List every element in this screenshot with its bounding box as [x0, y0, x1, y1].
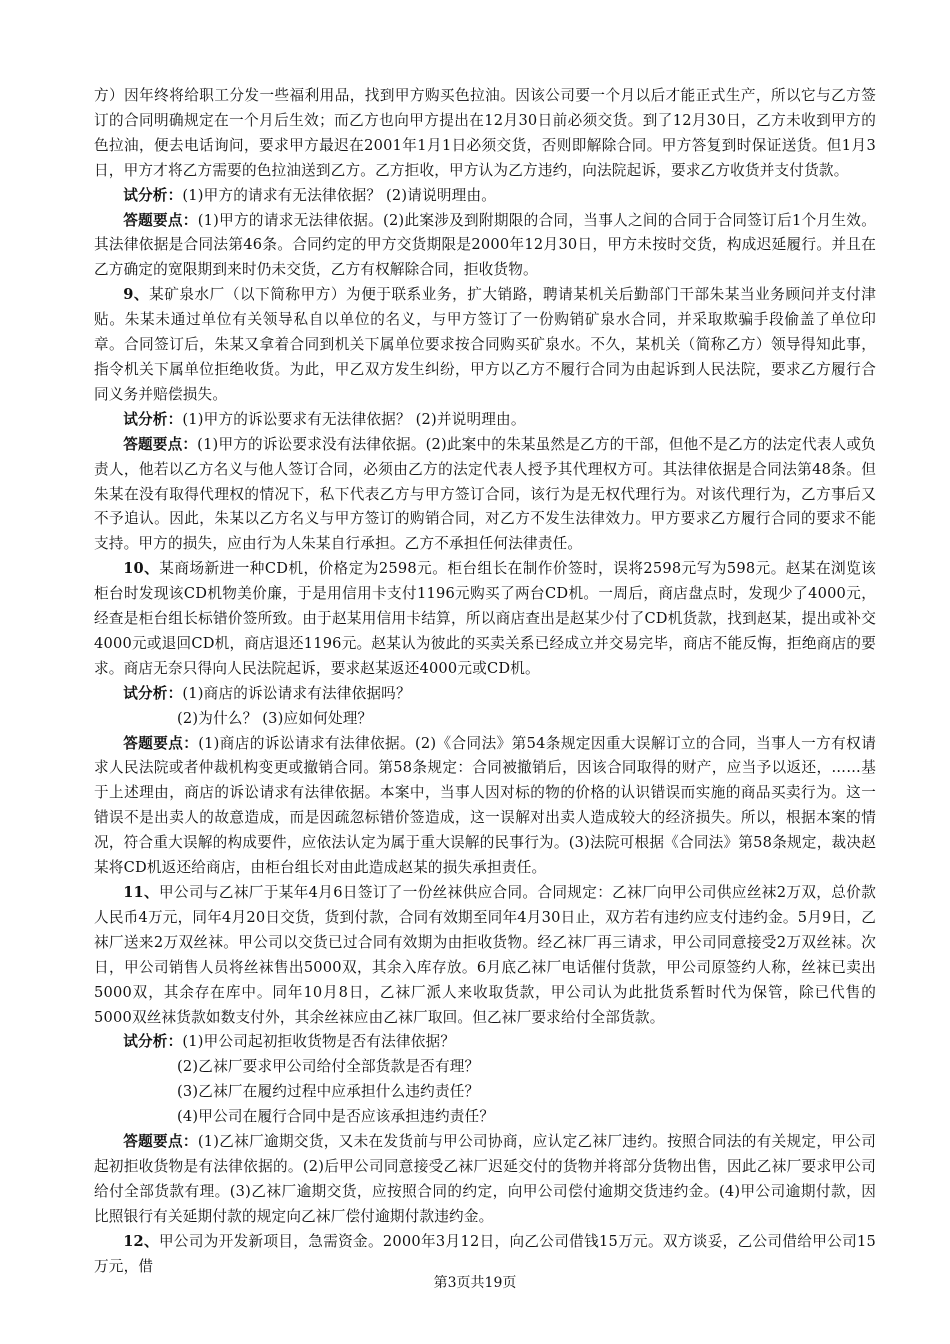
question-text: (1)甲方的诉讼要求有无法律依据？ (2)并说明理由。 — [182, 410, 526, 428]
case-11-question — [94, 1030, 876, 1055]
answer-label: 答题要点： — [123, 734, 199, 752]
case-10 — [94, 557, 876, 682]
answer-label: 答题要点： — [123, 1133, 198, 1151]
case-8-question — [94, 184, 876, 209]
case-8-text: 方）因年终将给职工分发一些福利用品，找到甲方购买色拉油。因该公司要一个月以后才能正式生产，所以它与乙方签订的合同明确规定在一个月后生效；而乙方也向甲方提出在12月30日前必须交货。到了12月30日，乙方未收到甲方的色拉油，便去电话询问，要求甲方最迟在2001年1月1日必须交货，否则即解除合同。甲方答复到时保证送货。但1月3日，甲方才将乙方需要的色拉油送到乙方。乙方拒收，甲方认为乙方违约，向法院起诉，要求乙方收货并支付货款。 — [94, 87, 876, 179]
answer-text: (1)甲方的诉讼要求没有法律依据。(2)此案中的朱某虽然是乙方的干部，但他不是乙方的法定代表人或负责人，他若以乙方名义与他人签订合同，必须由乙方的法定代表人授予其代理权方可。其法律依据是合同法第48条。但朱某在没有取得代理权的情况下，私下代表乙方与甲方签订合同，该行为是无权代理行为。对该代理行为，乙方事后又不予追认。因此，朱某以乙方名义与甲方签订的购销合同，对乙方不发生法律效力。甲方要求乙方履行合同的要求不能支持。甲方的损失，应由行为人朱某自行承担。乙方不承担任何法律责任。 — [94, 435, 876, 553]
page-content — [94, 84, 876, 1280]
case-8-continued — [94, 84, 876, 184]
question-label: 试分析： — [123, 186, 183, 204]
case-11-question-sub-3: (3)乙袜厂在履约过程中应承担什么违约责任？ — [177, 1083, 480, 1101]
case-text: 某商场新进一种CD机，价格定为2598元。柜台组长在制作价签时，误将2598元写为598元。赵某在浏览该柜台时发现该CD机物美价廉，于是用信用卡支付1196元购买了两台CD机。一周后，商店盘点时，发现少了4000元，经查是柜台组长标错价签所致。由于赵某用信用卡结算，所以商店查出是赵某少付了CD机货款，找到赵某，提出或补交4000元或退回CD机，商店退还1196元。赵某认为彼此的买卖关系已经成立并交易完毕，商店不能反悔，拒绝商店的要求。商店无奈只得向人民法院起诉，要求赵某返还4000元或CD机。 — [94, 560, 876, 677]
case-10-question — [94, 682, 876, 707]
case-11 — [94, 881, 876, 1030]
page-number-footer: 第3页共19页 — [433, 1275, 517, 1291]
case-10-question-sub: (2)为什么？ (3)应如何处理？ — [177, 709, 373, 727]
question-label: 试分析： — [123, 1033, 183, 1051]
question-text: (1)甲公司起初拒收货物是否有法律依据？ — [182, 1033, 456, 1051]
case-number: 12、 — [123, 1232, 159, 1250]
case-text: 某矿泉水厂（以下简称甲方）为便于联系业务，扩大销路，聘请某机关后勤部门干部朱某当业务顾问并支付津贴。朱某未通过单位有关领导私自以单位的名义，与甲方签订了一份购销矿泉水合同，并采取欺骗手段偷盖了单位印章。合同签订后，朱某又拿着合同到机关下属单位要求按合同购买矿泉水。不久，某机关（简称乙方）领导得知此事，指令机关下属单位拒绝收货。为此，甲乙双方发生纠纷，甲方以乙方不履行合同为由起诉到人民法院，要求乙方履行合同义务并赔偿损失。 — [94, 286, 876, 403]
case-number: 11、 — [123, 884, 160, 901]
case-9-question — [94, 408, 876, 433]
case-9 — [94, 283, 876, 408]
case-number: 10、 — [123, 560, 160, 578]
answer-label: 答题要点： — [123, 211, 198, 229]
case-11-answer — [94, 1130, 876, 1230]
case-10-answer — [94, 732, 876, 881]
question-text: (1)商店的诉讼请求有法律依据吗？ — [182, 684, 411, 702]
answer-text: (1)商店的诉讼请求有法律依据。(2)《合同法》第54条规定因重大误解订立的合同，当事人一方有权请求人民法院或者仲裁机构变更或撤销合同。第58条规定：合同被撤销后，因该合同取得的财产，应当予以返还，……基于上述理由，商店的诉讼请求有法律依据。本案中，当事人因对标的物的价格的认识错误而实施的商品买卖行为。这一错误不是出卖人的故意造成，而是因疏忽标错价签造成，这一误解对出卖人造成较大的经济损失。所以，根据本案的情况，符合重大误解的构成要件，应依法认定为属于重大误解的民事行为。(3)法院可根据《合同法》第58条规定，裁决赵某将CD机返还给商店，由柜台组长对由此造成赵某的损失承担责任。 — [94, 734, 876, 877]
case-number: 9、 — [123, 286, 150, 304]
answer-text: (1)甲方的请求无法律依据。(2)此案涉及到附期限的合同，当事人之间的合同于合同签订后1个月生效。其法律依据是合同法第46条。合同约定的甲方交货期限是2000年12月30日，甲方未按时交货，构成迟延履行。并且在乙方确定的宽限期到来时仍未交货，乙方有权解除合同，拒收货物。 — [94, 211, 876, 279]
question-label: 试分析： — [123, 684, 183, 702]
case-text: 甲公司为开发新项目，急需资金。2000年3月12日，向乙公司借钱15万元。双方谈妥，乙公司借给甲公司15万元，借 — [94, 1232, 876, 1275]
case-text: 甲公司与乙袜厂于某年4月6日签订了一份丝袜供应合同。合同规定：乙袜厂向甲公司供应丝袜2万双，总价款人民币4万元，同年4月20日交货，货到付款，合同有效期至同年4月30日止，双方若有违约应支付违约金。5月9日，乙袜厂送来2万双丝袜。甲公司以交货已过合同有效期为由拒收货物。经乙袜厂再三请求，甲公司同意接受2万双丝袜。次日，甲公司销售人员将丝袜售出5000双，其余入库存放。6月底乙袜厂电话催付货款，甲公司原签约人称，丝袜已卖出5000双，其余存在库中。同年10月8日，乙袜厂派人来收取货款，甲公司认为此批货系暂时代为保管，除已代售的5000双丝袜货款如数支付外，其余丝袜应由乙袜厂取回。但乙袜厂要求给付全部货款。 — [94, 884, 876, 1026]
case-11-question-sub-4: (4)甲公司在履行合同中是否应该承担违约责任？ — [177, 1108, 495, 1126]
case-9-answer — [94, 433, 876, 558]
question-text: (1)甲方的请求有无法律依据？ (2)请说明理由。 — [182, 186, 497, 204]
case-11-question-sub-2: (2)乙袜厂要求甲公司给付全部货款是否有理？ — [177, 1058, 480, 1076]
case-8-answer — [94, 209, 876, 284]
answer-label: 答题要点： — [123, 435, 198, 453]
question-label: 试分析： — [123, 410, 183, 428]
answer-text: (1)乙袜厂逾期交货，又未在发货前与甲公司协商，应认定乙袜厂违约。按照合同法的有关规定，甲公司起初拒收货物是有法律依据的。(2)后甲公司同意接受乙袜厂迟延交付的货物并将部分货物出售，因此乙袜厂要求甲公司给付全部货款有理。(3)乙袜厂逾期交货，应按照合同的约定，向甲公司偿付逾期交货违约金。(4)甲公司逾期付款，因比照银行有关延期付款的规定向乙袜厂偿付逾期付款违约金。 — [94, 1133, 876, 1225]
